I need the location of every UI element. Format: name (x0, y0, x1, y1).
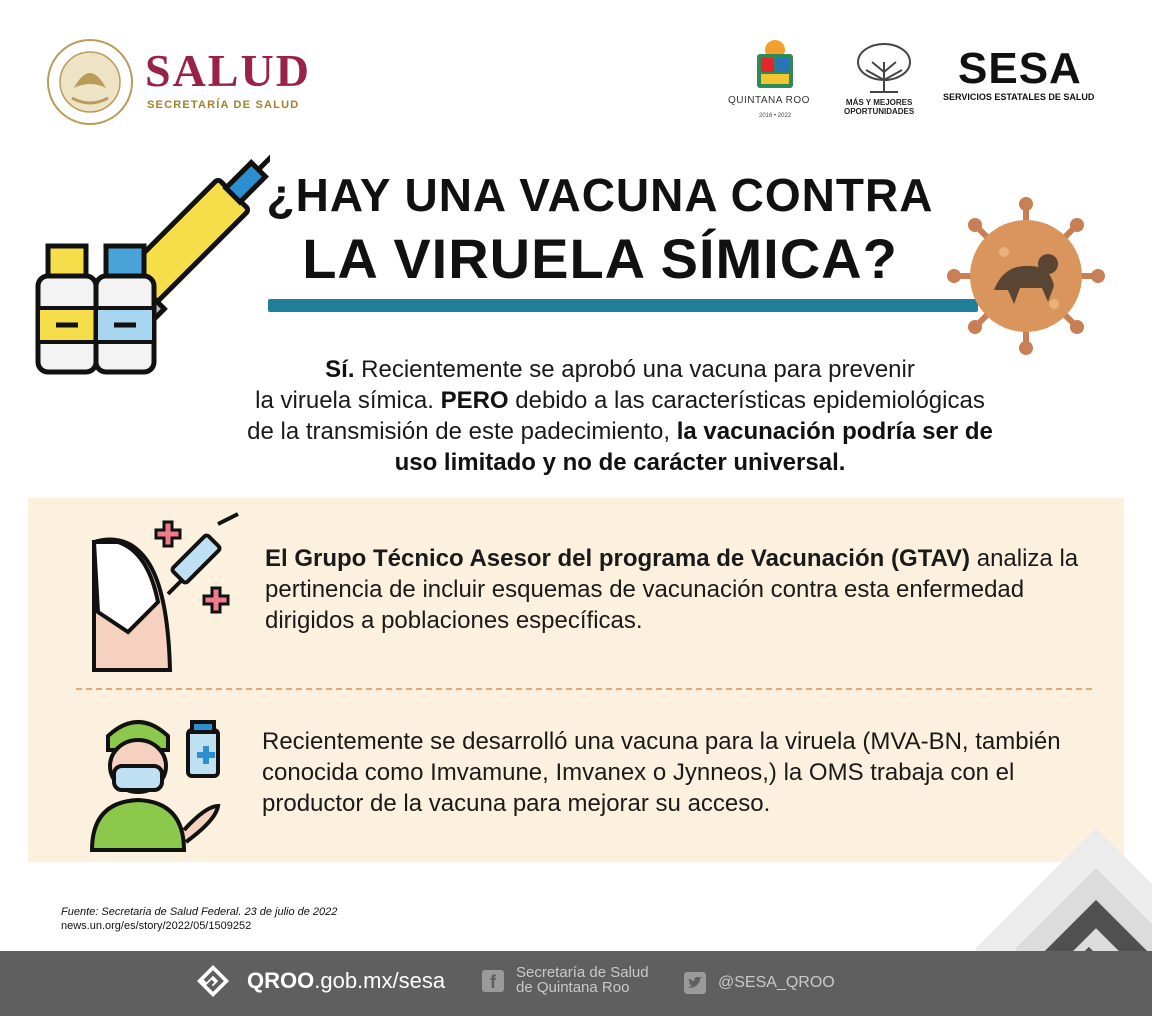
intro-paragraph (150, 354, 1090, 478)
intro-line4 (150, 447, 1090, 478)
footer-website[interactable] (247, 968, 445, 994)
sesa-subtitle: SERVICIOS ESTATALES DE SALUD (943, 92, 1095, 102)
qroo-years: 2016 • 2022 (759, 113, 792, 119)
quintana-roo-crest-icon (752, 38, 798, 94)
intro-bold2: uso limitado y no de carácter universal. (394, 449, 846, 476)
salud-title: SALUD (145, 45, 311, 96)
qroo-logo-icon (195, 963, 231, 999)
intro-t1: Recientemente se aprobó una vacuna para prevenir (354, 356, 915, 383)
tree-logo-icon (852, 40, 916, 98)
footer-facebook-line1[interactable]: Secretaría de Salud (516, 964, 649, 981)
mas-oportunidades-label (844, 98, 914, 116)
qroo-label: QUINTANA ROO (728, 95, 810, 106)
vaccinated-arm-icon (88, 512, 252, 676)
footer-facebook-line2[interactable]: de Quintana Roo (516, 979, 630, 996)
source-note: Fuente: Secretaria de Salud Federal. 23 de julio de 2022 (61, 906, 338, 918)
intro-si: Sí. (325, 356, 355, 383)
footer-web-bold: QROO (247, 968, 315, 993)
monkeypox-virus-icon (944, 194, 1108, 358)
doctor-vaccine-icon (86, 710, 222, 852)
gtav-text: analiza la pertinencia de incluir esquemas de vacunación contra esta enfermedad dirigidos a poblaciones específicas. (265, 545, 1079, 634)
dashed-divider (76, 688, 1092, 690)
gtav-paragraph (265, 543, 1085, 636)
mexico-seal-icon (42, 36, 138, 128)
intro-t3: debido a las características epidemiológicas (508, 387, 985, 414)
footer-twitter-handle[interactable]: @SESA_QROO (718, 974, 835, 991)
facebook-icon[interactable]: f (482, 970, 504, 992)
intro-line3 (150, 416, 1090, 447)
intro-t4: de la transmisión de este padecimiento, (247, 418, 677, 445)
title-line2: LA VIRUELA SÍMICA? (302, 227, 898, 290)
title-line1: ¿HAY UNA VACUNA CONTRA (266, 169, 934, 221)
mas-line1: MÁS Y MEJORES (845, 98, 913, 107)
intro-pero: PERO (440, 387, 509, 414)
source-url: news.un.org/es/story/2022/05/1509252 (61, 920, 252, 932)
mas-line2: OPORTUNIDADES (844, 107, 915, 116)
footer-web-rest: .gob.mx/sesa (314, 968, 446, 993)
intro-bold1: la vacunación podría ser de (676, 418, 993, 445)
intro-line1 (150, 354, 1090, 385)
title-underline (268, 299, 978, 312)
sesa-title: SESA (958, 44, 1082, 93)
gtav-bold: El Grupo Técnico Asesor del programa de Vacunación (GTAV) (265, 545, 971, 572)
vaccine-paragraph: Recientemente se desarrolló una vacuna para la viruela (MVA-BN, también conocida como Imvamune, Imvanex o Jynneos,) la OMS trabaja con el productor de la vacuna para mejorar su acceso. (262, 728, 1061, 817)
intro-t2: la viruela símica. (255, 387, 441, 414)
intro-line2 (150, 385, 1090, 416)
salud-subtitle: SECRETARÍA DE SALUD (147, 99, 300, 111)
twitter-icon[interactable] (684, 972, 706, 994)
